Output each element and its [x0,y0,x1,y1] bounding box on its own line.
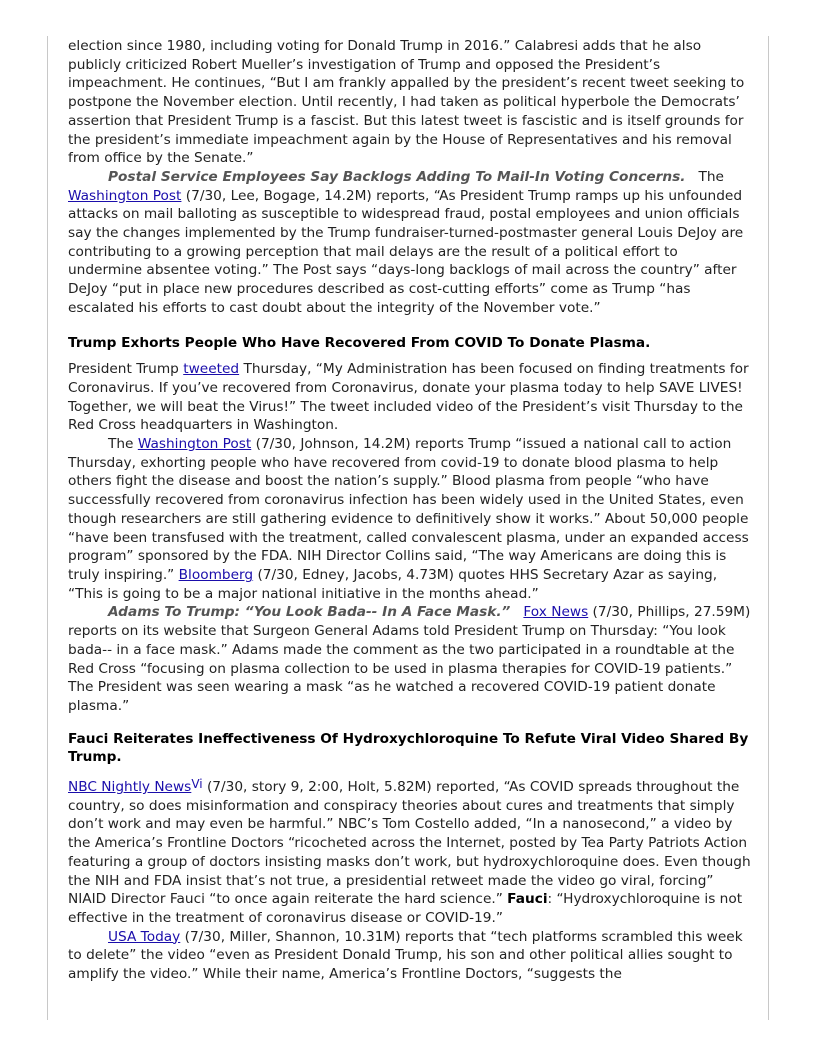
bloomberg-body: (7/30, Edney, Jacobs, 4.73M) quotes HHS Secretary Azar as saying, “This is going to be a major national initiative in the months ahead.” [68,566,718,602]
postal-lead: Postal Service Employees Say Backlogs Adding To Mail-In Voting Concerns. [108,168,686,185]
fauci-heading: Fauci Reiterates Ineffectiveness Of Hydroxychloroquine To Refute Viral Video Shared By Trump. [68,730,749,766]
usa-today-body: (7/30, Miller, Shannon, 10.31M) reports that “tech platforms scrambled this week to delete” the video “even as President Donald Trump, his son and other political allies sought to amplify the video.” While their name, America’s Frontline Doctors, “suggests the [68,928,743,983]
tweet-paragraph [68,360,752,435]
usa-today-paragraph [68,928,752,984]
page-border-right [768,36,769,1020]
wapo-body: (7/30, Johnson, 14.2M) reports Trump “issued a national call to action Thursday, exhorting people who have recovered from covid-19 to donate blood plasma to help others fight the disease and boost the nation’s supply.” Blood plasma from people “who have successfully recovered from coronavirus infection has been widely used in the United States, even though researchers are still gathering evidence to definitively show it works.” About 50,000 people “have been transfused with the treatment, called convalescent plasma, under an expanded access program” sponsored by the FDA. NIH Director Collins said, “The way Americans are doing this is truly inspiring.” [68,436,749,583]
adams-body: (7/30, Phillips, 27.59M) reports on its website that Surgeon General Adams told President Trump on Thursday: “You look bada-- in a face mask.” Adams made the comment as the two participated in a roundtable at the Red Cross “focusing on plasma collection to be used in plasma therapies for COVID-19 patients.” The President was seen wearing a mask “as he watched a recovered COVID-19 patient donate plasma.” [68,604,751,714]
plasma-heading: Trump Exhorts People Who Have Recovered From COVID To Donate Plasma. [68,334,651,351]
nbc-nightly-news-link[interactable]: NBC Nightly News [68,779,192,796]
postal-the: The [698,168,724,185]
bloomberg-link[interactable]: Bloomberg [178,566,254,583]
postal-body: (7/30, Lee, Bogage, 14.2M) reports, “As President Trump ramps up his unfounded attacks on mail balloting as susceptible to widespread fraud, postal employees and union officials say the changes implemented by the Trump fundraiser-turned-postmaster general Louis DeJoy are contributing to a growing perception that mail delays are the result of a political effort to undermine absentee voting.” The Post says “days-long backlogs of mail across the country” after DeJoy “put in place new procedures described as cost-cutting efforts” come as Trump “has escalated his efforts to cast doubt about the integrity of the November vote.” [68,187,744,316]
postal-paragraph [68,168,752,318]
wapo-plasma-paragraph [68,435,752,603]
fox-news-link[interactable]: Fox News [523,604,589,621]
adams-paragraph [68,603,752,715]
nbc-body: (7/30, story 9, 2:00, Holt, 5.82M) reported, “As COVID spreads throughout the country, so does misinformation and conspiracy theories about cures and treatments that simply don’t work and may even be harmful.” NBC’s Tom Costello added, “In a nanosecond,” a video by the America’s Frontline Doctors “ricocheted across the Internet, posted by Tea Party Patriots Action featuring a group of doctors insisting masks don’t work, but hydroxychloroquine does. Even though the NIH and FDA insist that’s not true, a presidential retweet made the video go viral, forcing” NIAID Director Fauci “to once again reiterate the hard science.” [68,779,751,908]
washington-post-link[interactable]: Washington Post [68,187,182,204]
washington-post-link-2[interactable]: Washington Post [137,436,252,453]
fauci-speaker: Fauci [507,891,548,908]
document-page [68,37,752,984]
usa-today-link[interactable]: USA Today [108,928,181,945]
wapo-pre: The [108,436,138,453]
video-icon-marker[interactable]: Vi [191,777,203,792]
fauci-quote: : “Hydroxychloroquine is not effective in the treatment of coronavirus disease or COVID-19.” [68,891,743,926]
tweeted-link[interactable]: tweeted [183,361,240,378]
adams-lead: Adams To Trump: “You Look Bada-- In A Face Mask.” [108,604,511,621]
tweet-body: Thursday, “My Administration has been focused on finding treatments for Coronavirus. If you’ve recovered from Coronavirus, donate your plasma today to help SAVE LIVES! Together, we will beat the Virus!” The tweet included video of the President’s visit Thursday to the Red Cross headquarters in Washington. [68,361,749,434]
calabresi-paragraph: election since 1980, including voting for Donald Trump in 2016.” Calabresi adds that he also publicly criticized Robert Mueller’s investigation of Trump and opposed the President’s impeachment. He continues, “But I am frankly appalled by the president’s recent tweet seeking to postpone the November election. Until recently, I had taken as political hyperbole the Democrats’ assertion that President Trump is a fascist. But this latest tweet is fascistic and is itself grounds for the president’s immediate impeachment again by the House of Representatives and his removal from office by the Senate.” [68,38,745,167]
nbc-paragraph [68,775,752,928]
tweet-pre: President Trump [68,361,184,378]
page-border-left [47,36,48,1020]
